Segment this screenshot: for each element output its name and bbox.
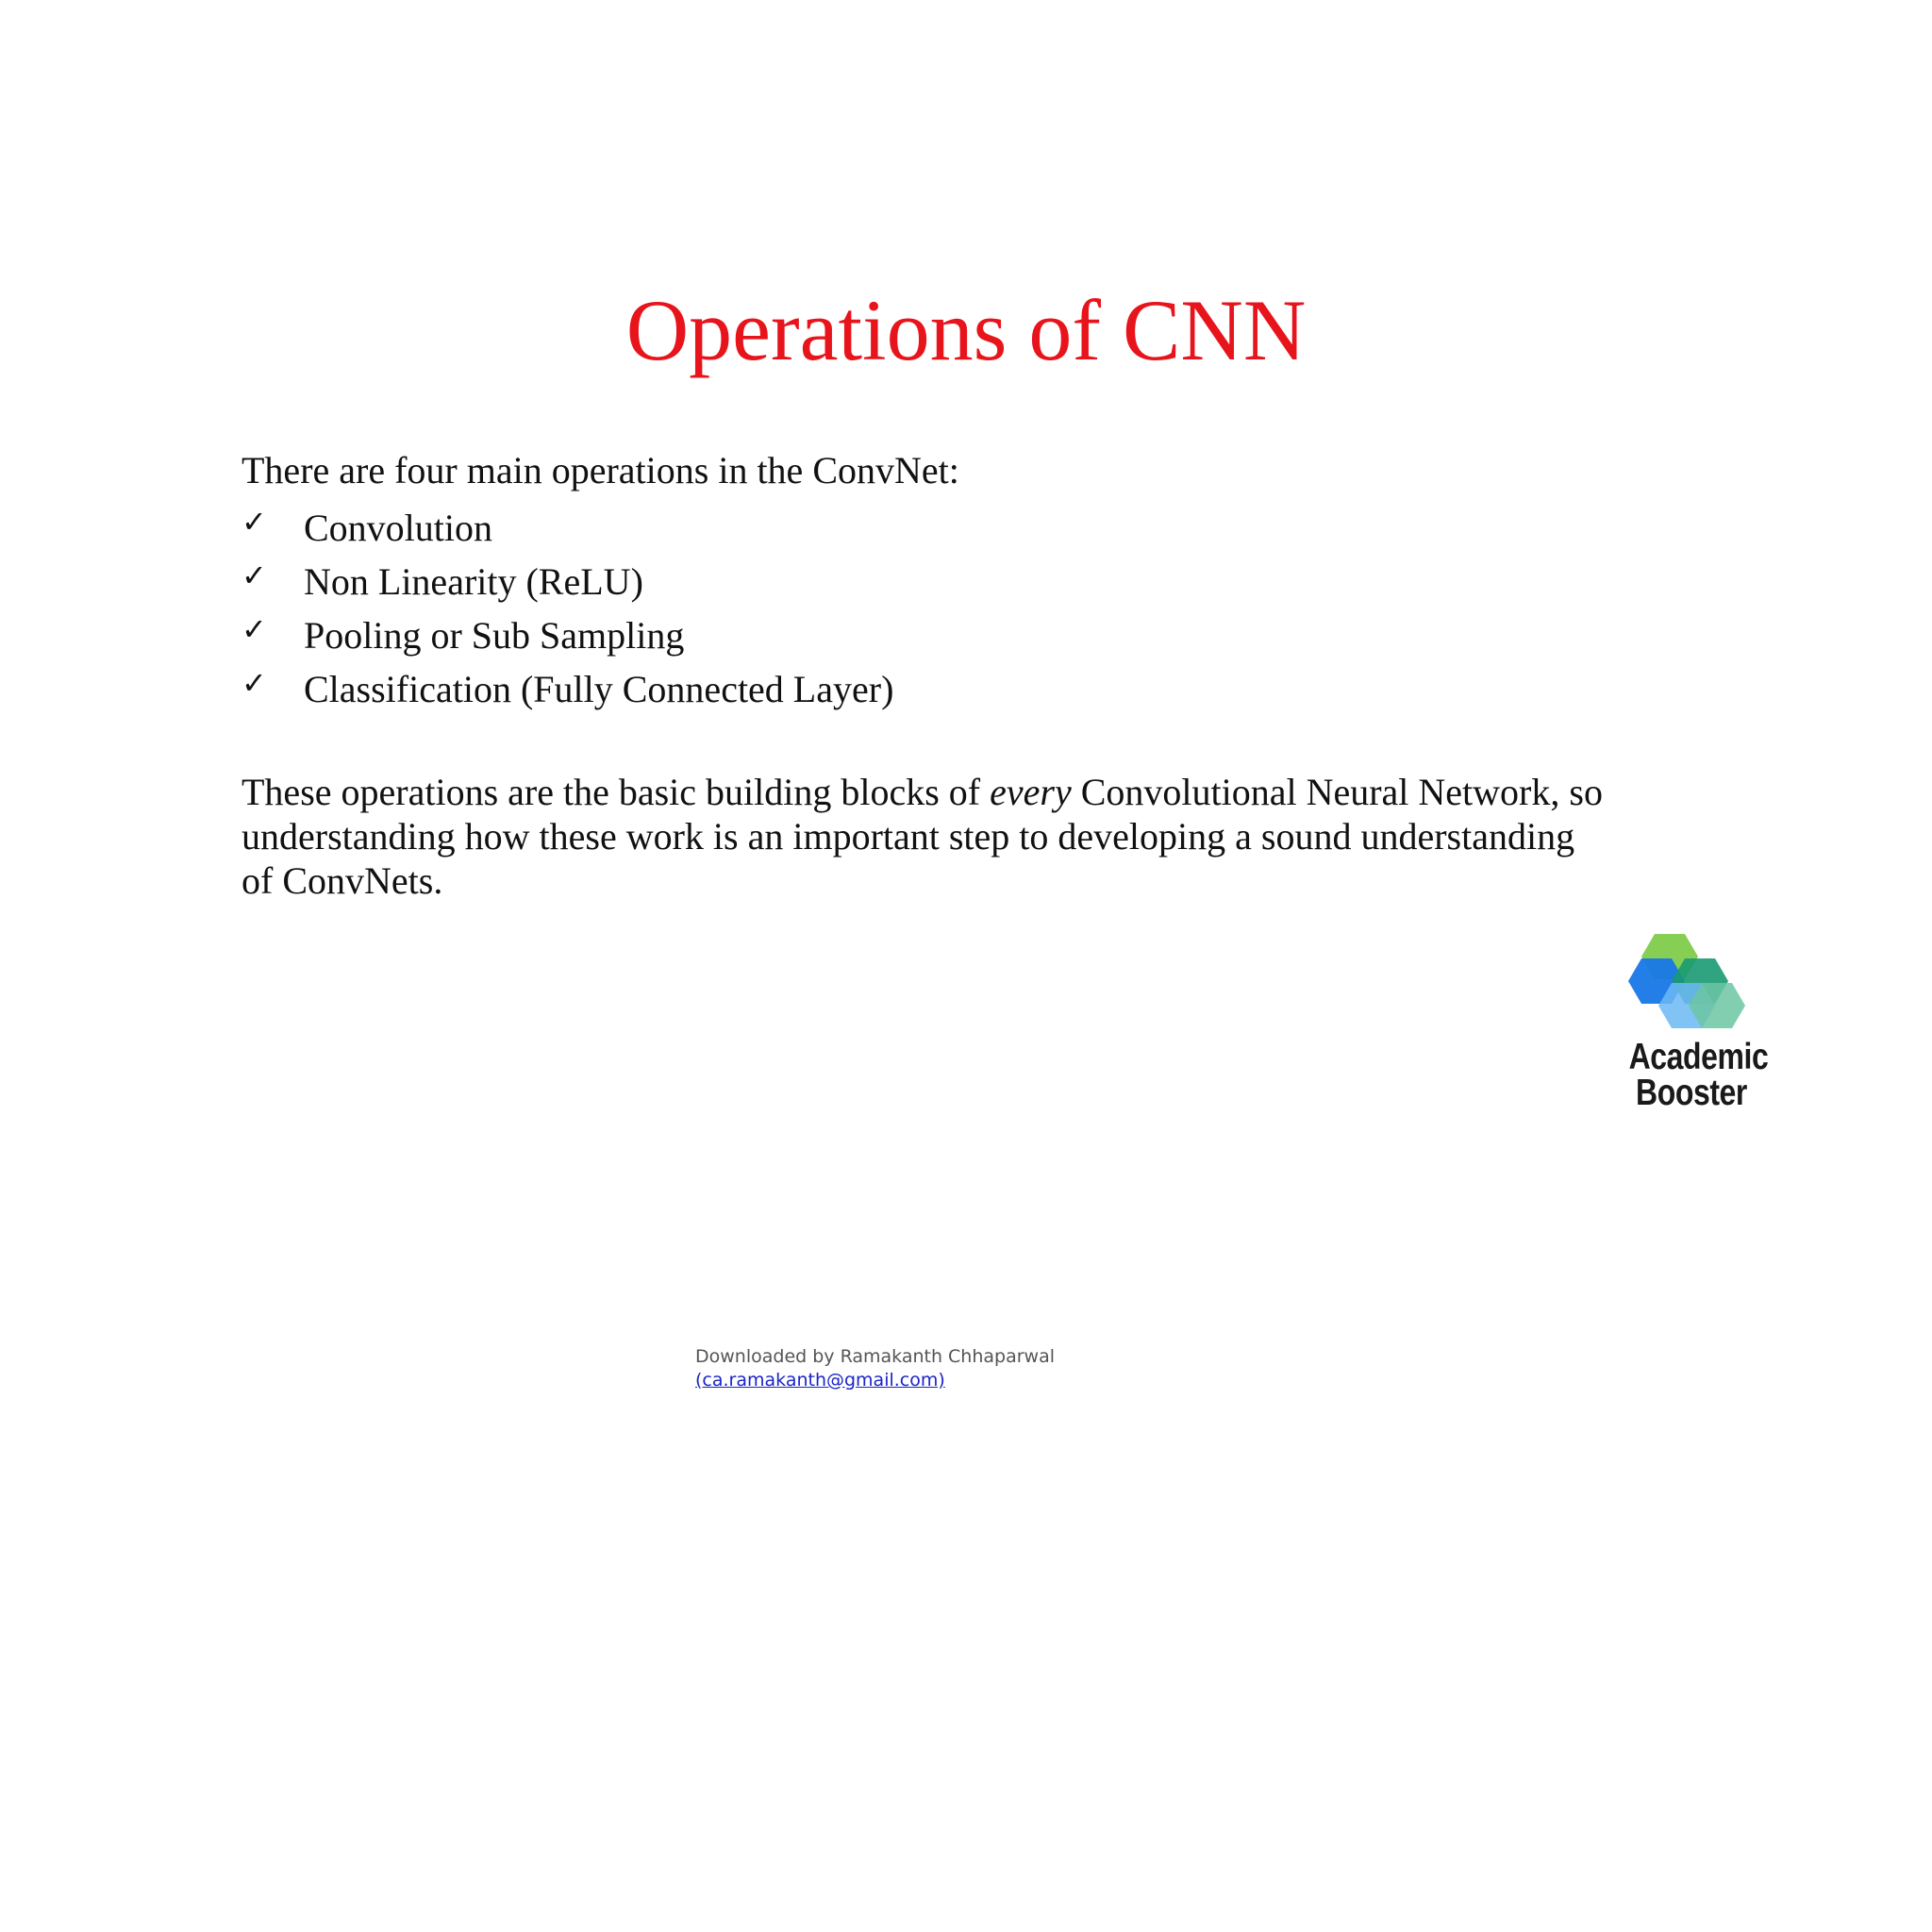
academic-booster-logo (1615, 934, 1768, 1123)
logo-wordmark (1628, 1037, 1769, 1113)
list-item (242, 662, 893, 716)
logo-line-2: Booster (1636, 1073, 1747, 1113)
hexagon-logo-icon (1628, 934, 1755, 1034)
download-notice (695, 1345, 1055, 1392)
summary-text-start: These operations are the basic building blocks of (242, 771, 991, 813)
checkmark-icon: ✓ (242, 504, 267, 540)
summary-paragraph (242, 770, 1609, 903)
operation-label: Convolution (304, 507, 493, 549)
operation-label: Pooling or Sub Sampling (304, 614, 685, 657)
summary-emphasis: every (990, 771, 1072, 813)
email-link[interactable]: (ca.ramakanth@gmail.com) (695, 1370, 945, 1391)
operation-label: Classification (Fully Connected Layer) (304, 668, 894, 710)
summary-text-end: Convolutional Neural Network, so understanding how these work is an important step to developing a sound understanding of ConvNets. (242, 771, 1603, 902)
checkmark-icon: ✓ (242, 611, 267, 647)
downloaded-by-text: Downloaded by Ramakanth Chhaparwal (695, 1346, 1056, 1367)
logo-line-1: Academic (1628, 1037, 1769, 1077)
list-item (242, 555, 893, 608)
checkmark-icon: ✓ (242, 665, 267, 701)
checkmark-icon: ✓ (242, 558, 267, 593)
list-item (242, 608, 893, 662)
operation-label: Non Linearity (ReLU) (304, 560, 643, 603)
list-item (242, 501, 893, 555)
slide-title: Operations of CNN (625, 282, 1307, 378)
operations-list (242, 501, 893, 716)
intro-text: There are four main operations in the ConvNet: (242, 449, 959, 491)
